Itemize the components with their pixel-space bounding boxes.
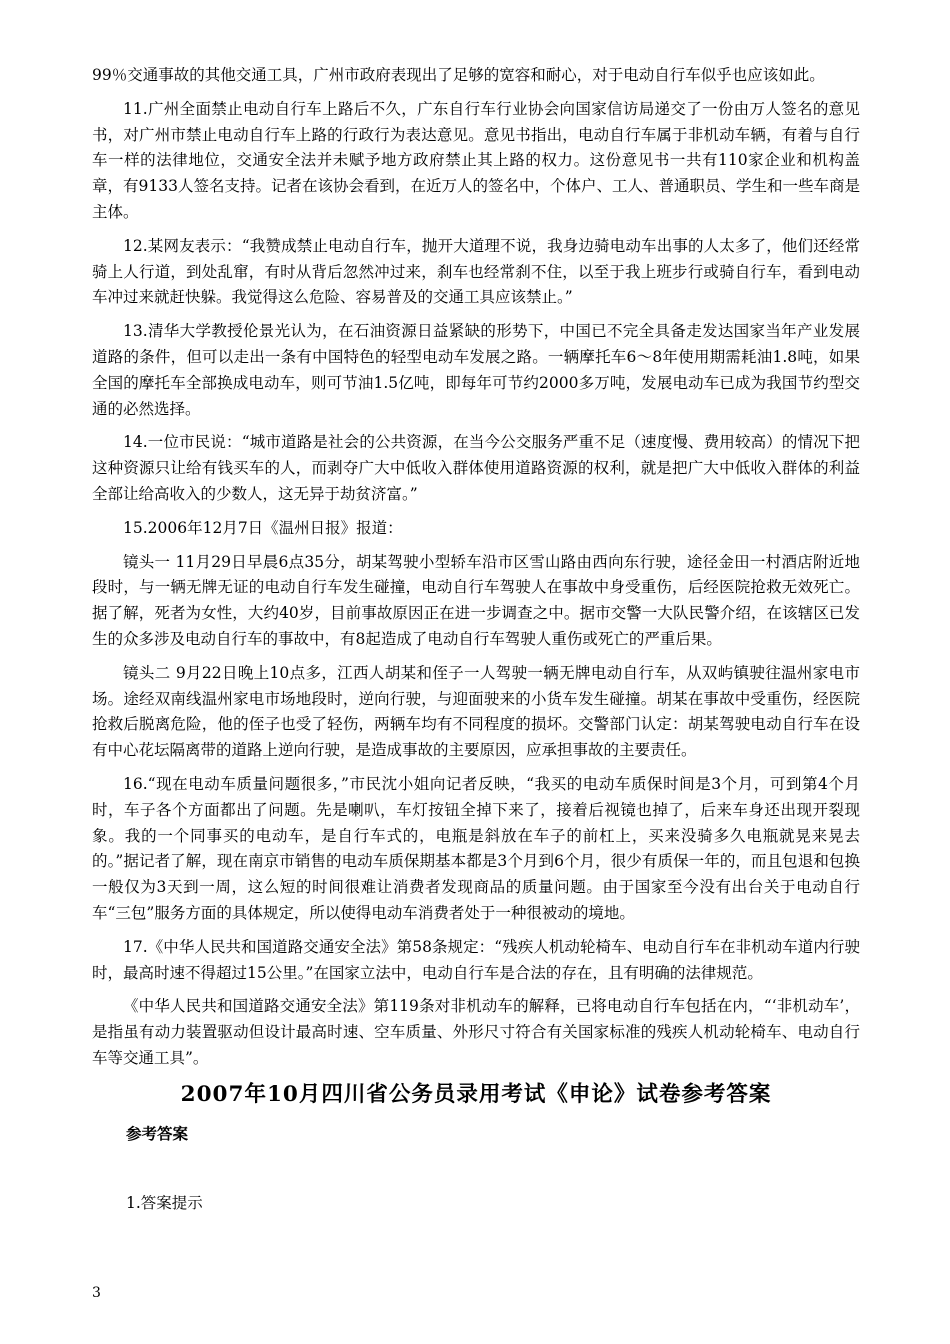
paragraph-14: 14.一位市民说：“城市道路是社会的公共资源，在当今公交服务严重不足（速度慢、费用较高）的情况下把这种资源只让给有钱买车的人，而剥夺广大中低收入群体使用道路资源的权利，就是把广大中低收入群体的利益全部让给高收入的少数人，这无异于劫贫济富。” [92, 433, 860, 503]
answer-section-title: 2007年10月四川省公务员录用考试《申论》试卷参考答案 [180, 1081, 772, 1107]
answer-subtitle: 参考答案 [126, 1123, 189, 1143]
paragraph-16: 16.“现在电动车质量问题很多，”市民沈小姐向记者反映，“我买的电动车质保时间是3个月，可到第4个月时，车子各个方面都出了问题。先是喇叭，车灯按钮全掉下来了，接着后视镜也掉了，后来车身还出现开裂现象。我的一个同事买的电动车，是自行车式的，电瓶是斜放在车子的前杠上，买来没骑多久电瓶就晃来晃去的。”据记者了解，现在南京市销售的电动车质保期基本都是3个月到6个月，很少有质保一年的，而且包退和包换一般仅为3天到一周，这么短的时间很难让消费者发现商品的质量问题。由于国家至今没有出台关于电动自行车“三包”服务方面的具体规定，所以使得电动车消费者处于一种很被动的境地。 [92, 774, 860, 922]
document-body [92, 63, 860, 1215]
paragraph-17: 17.《中华人民共和国道路交通安全法》第58条规定：“残疾人机动轮椅车、电动自行车在非机动车道内行驶时，最高时速不得超过15公里。”在国家立法中，电动自行车是合法的存在，且有明确的法律规范。 [92, 937, 860, 982]
paragraph-scene-2: 镜头二 9月22日晚上10点多，江西人胡某和侄子一人驾驶一辆无牌电动自行车，从双屿镇驶往温州家电市场。途经双南线温州家电市场地段时，逆向行驶，与迎面驶来的小货车发生碰撞。胡某在事故中受重伤，经医院抢救后脱离危险，他的侄子也受了轻伤，两辆车均有不同程度的损坏。交警部门认定：胡某驾驶电动自行车在设有中心花坛隔离带的道路上逆向行驶，是造成事故的主要原因，应承担事故的主要责任。 [92, 663, 860, 760]
paragraph-13: 13.清华大学教授伦景光认为，在石油资源日益紧缺的形势下，中国已不完全具备走发达国家当年产业发展道路的条件，但可以走出一条有中国特色的轻型电动车发展之路。一辆摩托车6～8年使用期需耗油1.8吨，如果全国的摩托车全部换成电动车，则可节油1.5亿吨，即每年可节约2000多万吨，发展电动车已成为我国节约型交通的必然选择。 [92, 322, 860, 418]
answer-hint-heading: 1.答案提示 [126, 1193, 203, 1212]
page-number: 3 [92, 1285, 101, 1301]
paragraph-17-continued: 《中华人民共和国道路交通安全法》第119条对非机动车的解释，已将电动自行车包括在内，“‘非机动车’，是指虽有动力装置驱动但设计最高时速、空车质量、外形尺寸符合有关国家标准的残疾人机动轮椅车、电动自行车等交通工具”。 [92, 997, 860, 1067]
paragraph-15: 15.2006年12月7日《温州日报》报道： [123, 518, 403, 537]
paragraph-11: 11.广州全面禁止电动自行车上路后不久，广东自行车行业协会向国家信访局递交了一份由万人签名的意见书，对广州市禁止电动自行车上路的行政行为表达意见。意见书指出，电动自行车属于非机动车辆，有着与自行车一样的法律地位，交通安全法并未赋予地方政府禁止其上路的权力。这份意见书一共有110家企业和机构盖章，有9133人签名支持。记者在该协会看到，在近万人的签名中，个体户、工人、普通职员、学生和一些车商是主体。 [92, 99, 860, 221]
paragraph-continuation: 99％交通事故的其他交通工具，广州市政府表现出了足够的宽容和耐心，对于电动自行车似乎也应该如此。 [92, 66, 825, 84]
paragraph-12: 12.某网友表示：“我赞成禁止电动自行车，抛开大道理不说，我身边骑电动车出事的人太多了，他们还经常骑上人行道，到处乱窜，有时从背后忽然冲过来，刹车也经常刹不住，以至于我上班步行或骑自行车，看到电动车冲过来就赶快躲。我觉得这么危险、容易普及的交通工具应该禁止。” [92, 236, 860, 307]
paragraph-scene-1: 镜头一 11月29日早晨6点35分，胡某驾驶小型轿车沿市区雪山路由西向东行驶，途径金田一村酒店附近地段时，与一辆无牌无证的电动自行车发生碰撞，电动自行车驾驶人在事故中身受重伤，后经医院抢救无效死亡。据了解，死者为女性，大约40岁，目前事故原因正在进一步调查之中。据市交警一大队民警介绍，在该辖区已发生的众多涉及电动自行车的事故中，有8起造成了电动自行车驾驶人重伤或死亡的严重后果。 [92, 552, 860, 648]
